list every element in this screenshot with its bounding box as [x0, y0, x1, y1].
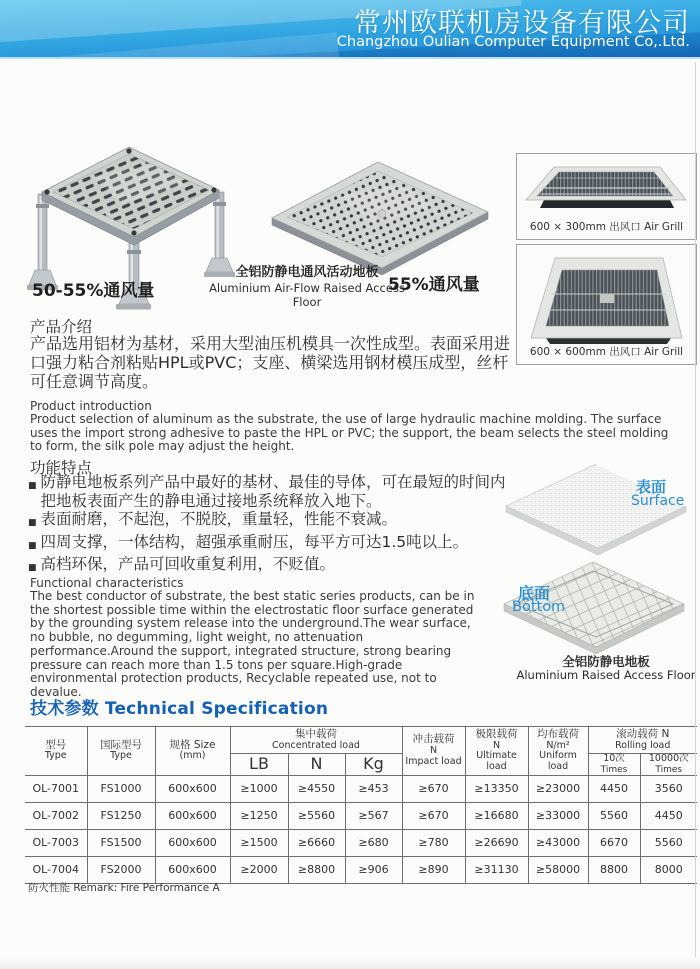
panel-diagram-caption-en: Aluminium Raised Access Floor: [516, 668, 696, 682]
sub-header-lb: LB: [230, 754, 288, 776]
feature-item: [28, 473, 520, 510]
spec-cell: ≥58000: [528, 856, 588, 883]
spec-cell: ≥23000: [528, 775, 588, 802]
air-grill-600-caption: 600 × 600mm 出风口 Air Grill: [529, 346, 684, 358]
col-header-ultimate-load: 极限载荷 N Ultimate load: [465, 727, 528, 776]
feature-text: 表面耐磨，不起泡，不脱胶，重量轻，性能不衰减。: [40, 510, 398, 528]
surface-label-cn: 表面: [636, 478, 667, 496]
airflow-ratio-left-caption: 50-55%通风量: [32, 281, 155, 301]
panel-diagram-caption-cn: 全铝防静电地板: [562, 654, 650, 669]
sub-header-10-times: 10次 Times: [588, 754, 640, 776]
bullet-square-icon: ■: [28, 563, 37, 573]
spec-cell: ≥906: [345, 856, 402, 883]
product-intro-heading-cn: 产品介绍: [30, 318, 93, 336]
air-grill-300-caption: 600 × 300mm 出风口 Air Grill: [529, 221, 684, 233]
air-grill-300-card: [516, 153, 697, 240]
feature-item: [28, 555, 520, 578]
page-bottom-shadow: [0, 956, 700, 969]
airflow-ratio-right-caption: 55%通风量: [388, 275, 480, 295]
spec-cell: ≥8800: [288, 856, 345, 883]
features-heading-en: Functional characteristics: [30, 576, 184, 590]
spec-cell: ≥33000: [528, 802, 588, 829]
spec-cell: ≥5560: [288, 802, 345, 829]
spec-table: [25, 726, 697, 884]
spec-cell: ≥6660: [288, 829, 345, 856]
bullet-square-icon: ■: [28, 518, 37, 528]
col-header-model: 型号 Type: [25, 727, 87, 776]
sub-header-kg: Kg: [345, 754, 402, 776]
spec-cell: 600x600: [155, 829, 230, 856]
bullet-square-icon: ■: [28, 481, 37, 491]
spec-cell: 600x600: [155, 856, 230, 883]
air-grill-600-image: [524, 250, 688, 346]
col-header-intl-model: 国际型号 Type: [87, 727, 155, 776]
airflow-floor-caption-en: Aluminium Air-Flow Raised Access Floor: [209, 281, 405, 309]
col-header-concentrated-load: 集中载荷 Concentrated load: [230, 727, 402, 754]
spec-cell: ≥4550: [288, 775, 345, 802]
air-grill-300-image: [524, 158, 688, 214]
spec-cell: 8800: [588, 856, 640, 883]
airflow-floor-caption-cn: 全铝防静电通风活动地板: [235, 265, 379, 280]
product-intro-heading-en: Product introduction: [30, 399, 152, 413]
spec-cell: 5560: [588, 802, 640, 829]
fire-performance-remark: 防火性能 Remark: Fire Performance A: [28, 882, 220, 894]
airflow-floor-caption: [198, 261, 416, 309]
spec-cell: 6670: [588, 829, 640, 856]
spec-cell: ≥1250: [230, 802, 288, 829]
feature-text: 四周支撑，一体结构，超强承重耐压，每平方可达1.5吨以上。: [40, 532, 469, 551]
col-header-impact-load: 冲击载荷 N Impact load: [402, 727, 465, 776]
spec-cell: FS1500: [87, 829, 155, 856]
spec-cell: OL-7002: [25, 802, 87, 829]
surface-label-en: Surface: [631, 493, 685, 509]
features-list: [28, 473, 520, 578]
feature-text: 防静电地板系列产品中最好的基材、最佳的导体，可在最短的时间内把地板表面产生的静电通过接地系统释放入地下。: [40, 473, 506, 510]
spec-cell: ≥16680: [465, 802, 528, 829]
col-header-rolling-load: 滚动载荷 N Rolling load: [588, 727, 697, 754]
spec-cell: ≥680: [345, 829, 402, 856]
spec-section-heading: 技术参数 Technical Specification: [30, 699, 329, 719]
spec-cell: OL-7003: [25, 829, 87, 856]
spec-cell: OL-7001: [25, 775, 87, 802]
spec-cell: ≥1000: [230, 775, 288, 802]
spec-cell: 8000: [640, 856, 697, 883]
spec-cell: 3560: [640, 775, 697, 802]
feature-text: 高档环保，产品可回收重复利用，不贬值。: [40, 555, 336, 573]
spec-cell: FS1000: [87, 775, 155, 802]
panel-surface-bottom-diagram: [498, 452, 698, 690]
feature-item: [28, 533, 520, 556]
company-name-en: Changzhou Oulian Computer Equipment Co,.Ltd.: [336, 34, 690, 50]
bullet-square-icon: ■: [28, 540, 37, 551]
spec-cell: ≥26690: [465, 829, 528, 856]
spec-cell: ≥453: [345, 775, 402, 802]
page-header: [0, 0, 700, 59]
spec-cell: ≥890: [402, 856, 465, 883]
spec-cell: 600x600: [155, 802, 230, 829]
spec-cell: 4450: [640, 802, 697, 829]
spec-cell: ≥43000: [528, 829, 588, 856]
table-row: [25, 829, 697, 856]
col-header-size: 规格 Size (mm): [155, 727, 230, 776]
sub-header-n: N: [288, 754, 345, 776]
spec-cell: ≥1500: [230, 829, 288, 856]
spec-cell: ≥670: [402, 775, 465, 802]
table-row: [25, 802, 697, 829]
bottom-label-cn: 底面: [518, 584, 551, 603]
product-intro-body-en: Product selection of aluminum as the substrate, the use of large hydraulic machine molding. The surface uses the import strong adhesive to paste the HPL or PVC; the support, the beam selects the steel molding to form, the silk pole may adjust the height.: [30, 412, 669, 454]
spec-cell: ≥31130: [465, 856, 528, 883]
spec-cell: ≥13350: [465, 775, 528, 802]
air-grill-600-card: [516, 244, 697, 365]
spec-cell: 600x600: [155, 775, 230, 802]
bottom-label-en: Bottom: [512, 599, 566, 615]
spec-cell: ≥670: [402, 802, 465, 829]
sub-header-10000-times: 10000次 Times: [640, 754, 697, 776]
spec-cell: ≥780: [402, 829, 465, 856]
spec-cell: 5560: [640, 829, 697, 856]
spec-cell: ≥2000: [230, 856, 288, 883]
spec-cell: ≥567: [345, 802, 402, 829]
table-row: [25, 775, 697, 802]
feature-item: [28, 510, 520, 533]
spec-cell: OL-7004: [25, 856, 87, 883]
features-heading-cn: 功能特点: [30, 459, 93, 477]
spec-cell: 4450: [588, 775, 640, 802]
col-header-uniform-load: 均布载荷 N/m² Uniform load: [528, 727, 588, 776]
page-scan-edge: [695, 62, 696, 957]
spec-cell: FS1250: [87, 802, 155, 829]
spec-cell: FS2000: [87, 856, 155, 883]
spec-table-body: [25, 775, 697, 883]
company-name-cn: 常州欧联机房设备有限公司: [354, 8, 690, 39]
product-intro-body-cn: 产品选用铝材为基材，采用大型油压机模具一次性成型。表面采用进口强力粘合剂粘贴HPL或PVC；支座、横梁选用钢材模压成型，丝杆可任意调节高度。: [30, 334, 511, 391]
features-body-en: The best conductor of substrate, the best static series products, can be in the shortest possible time within the electrostatic floor surface generated by the grounding system release into the underground.The wear surface, no bubble, no degumming, light weight, no attenuation performance.Around the support, integrated structure, strong bearing pressure can reach more than 1.5 tons per square.High-grade environmental protection products, Recyclable repeated use, not to devalue.: [30, 589, 475, 699]
